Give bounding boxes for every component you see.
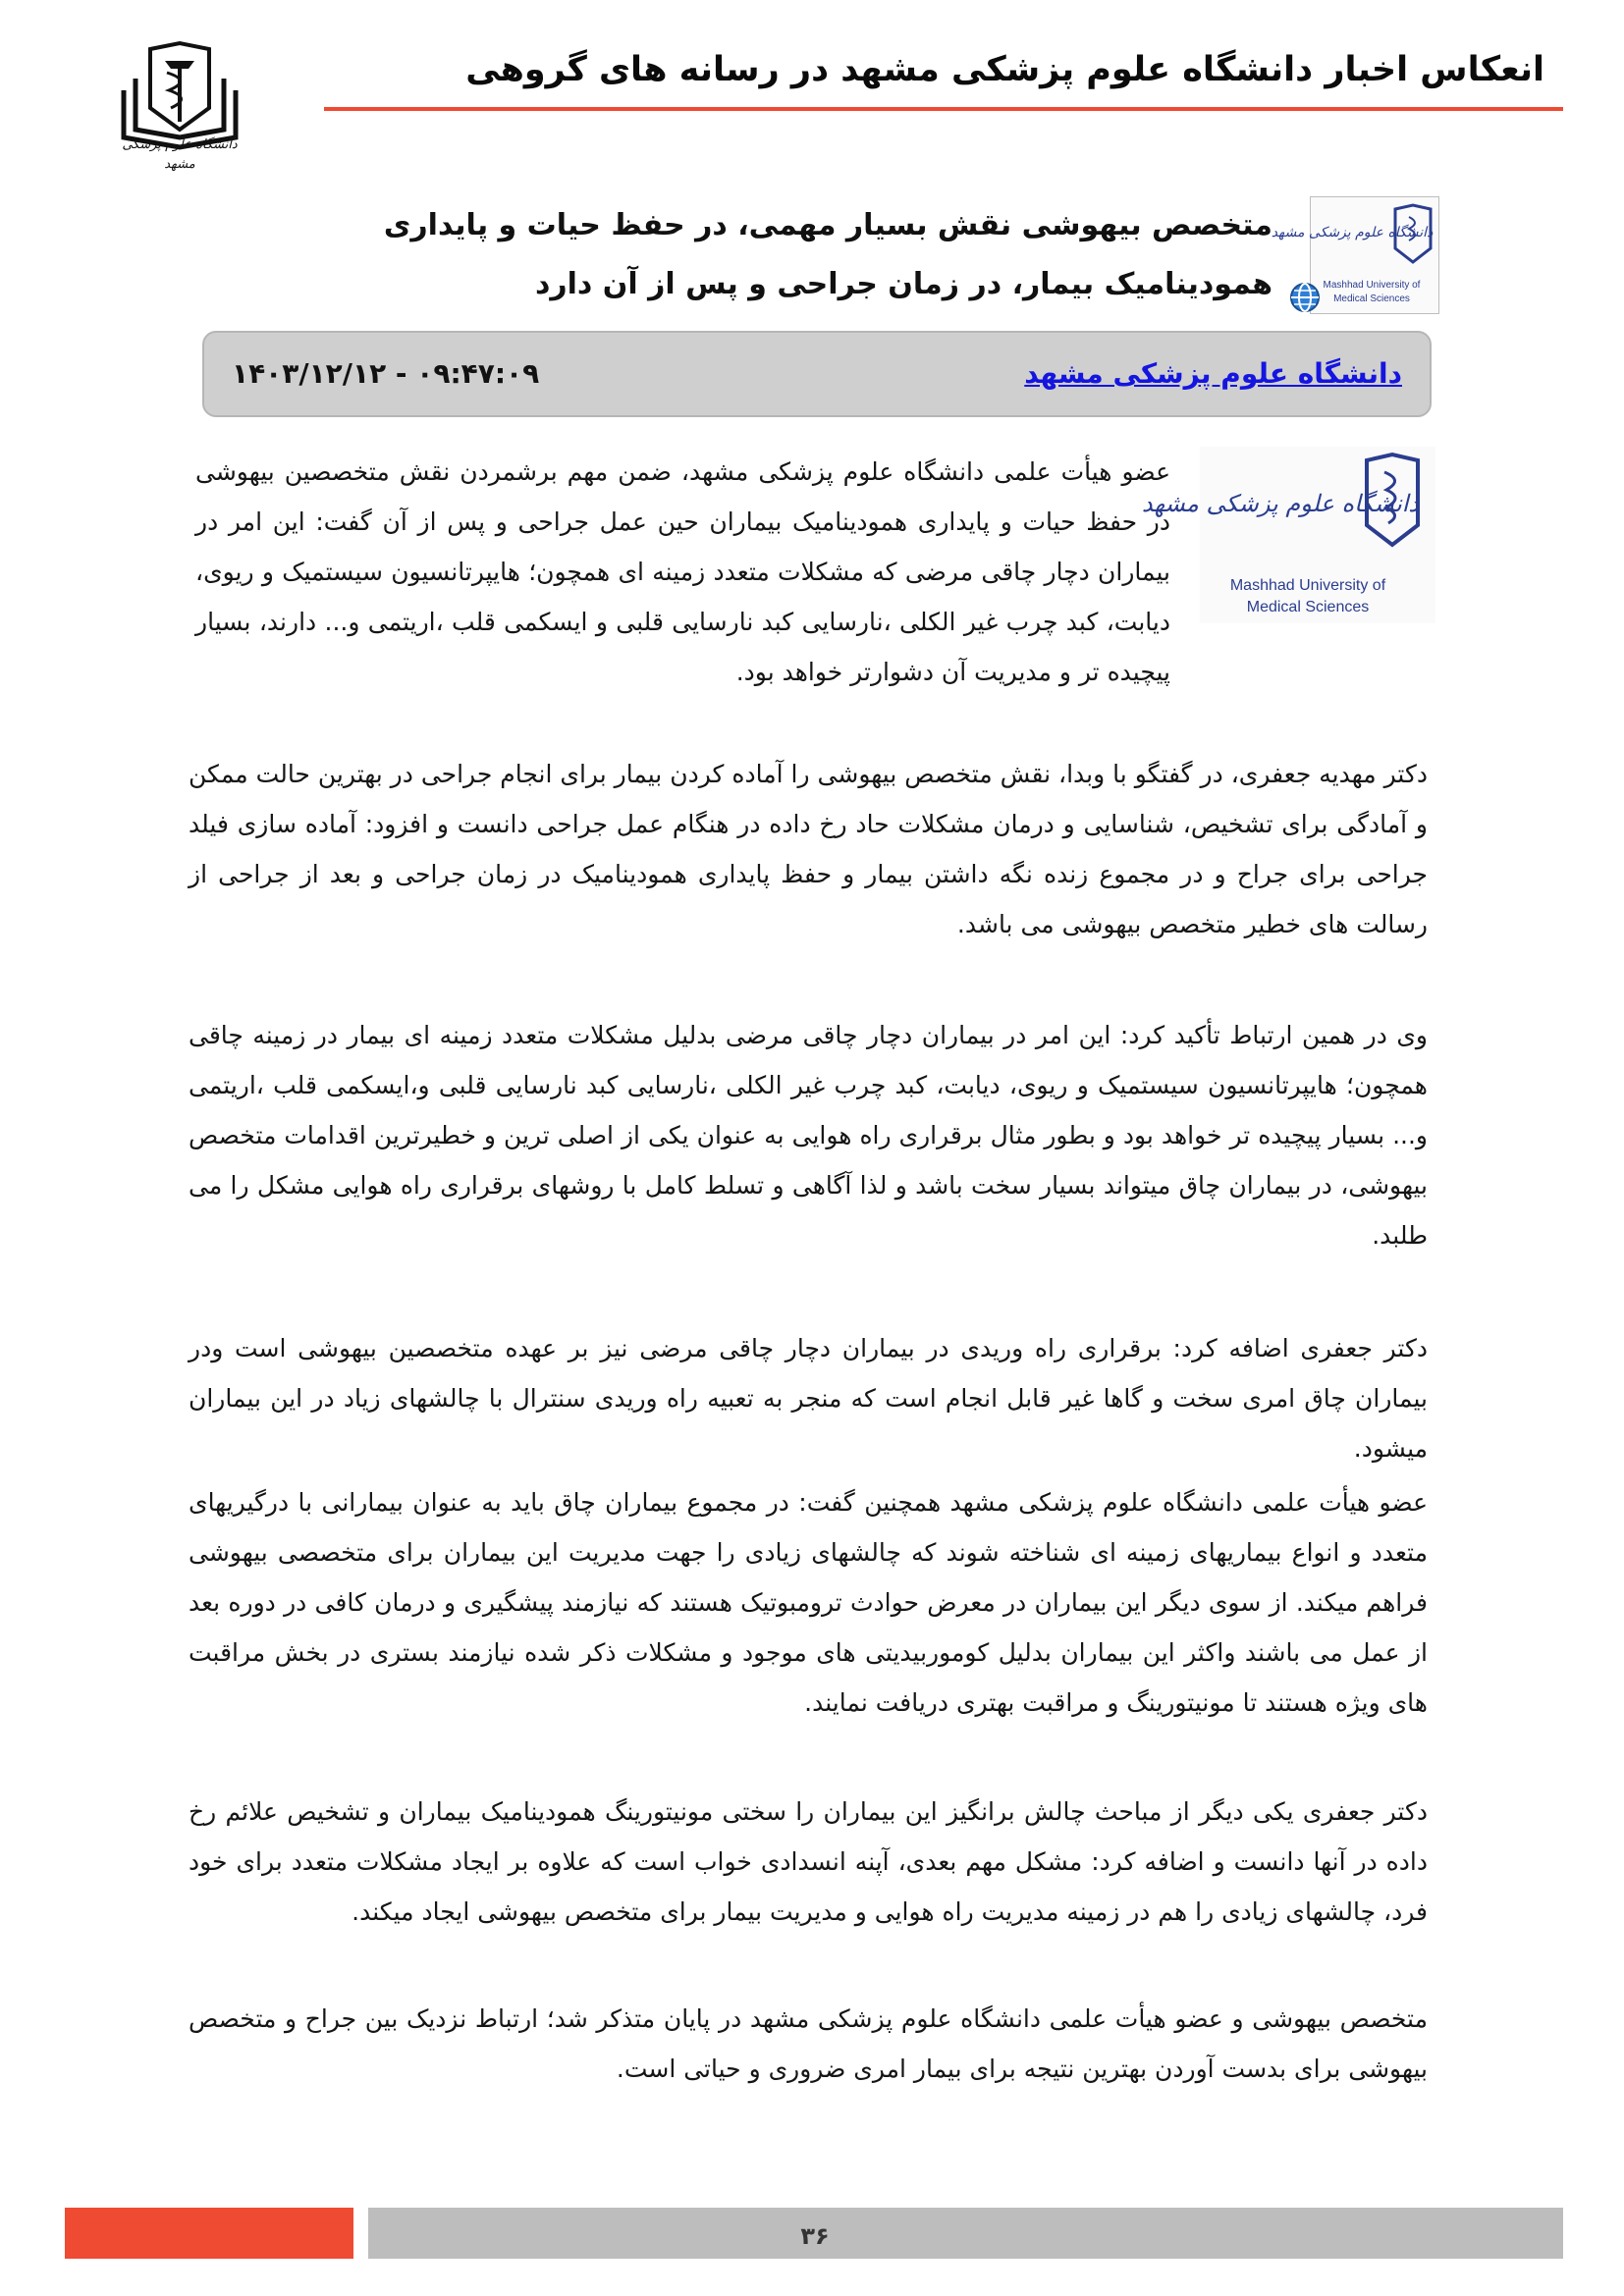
article-paragraph-6: دکتر جعفری یکی دیگر از مباحث چالش برانگیز این بیماران را سختی مونیتورینگ همودینامیک بیماران و تشخیص علائم رخ داده در آنها دانست و اضافه کرد: مشکل مهم بعدی، آپنه انسدادی خواب است که علاوه بر ایجاد مشکلات متعدد برای خود فرد، چالشهای زیادی را هم در زمینه مدیریت راه هوایی و مدیریت بیمار برای متخصص بیهوشی ایجاد میکند.	[189, 1797, 1428, 1926]
news-source-link[interactable]: دانشگاه علوم پزشکی مشهد	[1024, 357, 1402, 390]
footer-grey-bar	[368, 2208, 1563, 2259]
article-datetime: ۱۴۰۳/۱۲/۱۲ - ۰۹:۴۷:۰۹	[232, 357, 540, 390]
page-number: ۳۶	[800, 2222, 830, 2250]
news-logo-en-text-1: Mashhad University of	[1323, 280, 1421, 291]
article-paragraph-5: عضو هیأت علمی دانشگاه علوم پزشکی مشهد همچنین گفت: در مجموع بیماران چاق باید به عنوان بیمارانی با درگیریهای متعدد و انواع بیماریهای زمینه ای شناخته شوند که چالشهای زیادی را جهت مدیریت این بیماران برای متخصصی بیهوشی فراهم میکند. از سوی دیگر این بیماران در معرض حوادث ترومبوتیک هستند که نیازمند پیشگیری و درمان کافی در دوره بعد از عمل می باشند واکثر این بیماران بدلیل کوموربیدیتی های موجود و مشکلات ذکر شده نیازمند بستری در بخش مراقبت های ویژه هستند تا مونیتورینگ و مراقبت بهتری دریافت نمایند.	[189, 1488, 1428, 1717]
globe-icon[interactable]	[1288, 281, 1322, 314]
header-divider	[324, 107, 1563, 111]
thumb-logo-en-text-1: Mashhad University of	[1229, 577, 1386, 594]
news-logo-fa-text: دانشگاه علوم پزشکی مشهد	[1271, 225, 1434, 240]
thumb-logo-fa-text: دانشگاه علوم پزشکی مشهد	[1141, 490, 1420, 517]
news-logo-en-text-2: Medical Sciences	[1333, 294, 1410, 304]
thumb-logo-en-text-2: Medical Sciences	[1246, 599, 1370, 615]
footer-accent-bar	[65, 2208, 353, 2259]
page-header-title: انعکاس اخبار دانشگاه علوم پزشکی مشهد در رسانه های گروهی	[465, 50, 1544, 89]
article-meta-bar	[202, 331, 1432, 417]
article-paragraph-4: دکتر جعفری اضافه کرد: برقراری راه وریدی در بیماران دچار چاقی مرضی نیز بر عهده متخصصین بیهوشی است ودر بیماران چاق امری سخت و گاها غیر قابل انجام است که منجر به تعبیه راه وریدی سنترال با چالشهای زیاد در این بیماران میشود.	[189, 1334, 1428, 1463]
article-paragraph-3: وی در همین ارتباط تأکید کرد: این امر در بیماران دچار چاقی مرضی بدلیل مشکلات متعدد زمینه ای بیمار در زمینه چاقی همچون؛ هایپرتانسیون سیستمیک و ریوی، دیابت، کبد چرب غیر الکلی ،نارسایی کبد نارسایی قلبی و،ایسکمی قلب ،اریتمی و... بسیار پیچیده تر خواهد بود و بطور مثال برقراری راه هوایی به عنوان یکی از اصلی ترین و خطیرترین اقدامات متخصص بیهوشی، در بیماران چاق میتواند بسیار سخت باشد و لذا آگاهی و تسلط کامل با روشهای برقراری راه هوایی مشکل را می طلبد.	[189, 1021, 1428, 1250]
article-paragraph-2: دکتر مهدیه جعفری، در گفتگو با وبدا، نقش متخصص بیهوشی را آماده کردن بیمار برای انجام جراحی در بهترین حالت ممکن و آمادگی برای تشخیص، شناسایی و درمان مشکلات حاد رخ داده در هنگام عمل جراحی دانست و افزود: آماده سازی فیلد جراحی برای جراح و در مجموع زنده نگه داشتن بیمار و حفظ پایداری همودینامیک در زمان جراحی و بعد از جراحی از رسالت های خطیر متخصص بیهوشی می باشد.	[189, 760, 1428, 938]
article-title: متخصص بیهوشی نقش بسیار مهمی، در حفظ حیات و پایداری همودینامیک بیمار، در زمان جراحی و پس از آن دارد	[383, 208, 1272, 301]
news-source-logo-icon	[1271, 196, 1439, 314]
article-paragraph-7: متخصص بیهوشی و عضو هیأت علمی دانشگاه علوم پزشکی مشهد در پایان متذکر شد؛ ارتباط نزدیک بین جراح و متخصص بیهوشی برای بدست آوردن بهترین نتیجه برای بیمار امری ضروری و حیاتی است.	[189, 2004, 1428, 2083]
article-paragraph-1: عضو هیأت علمی دانشگاه علوم پزشکی مشهد، ضمن مهم برشمردن نقش متخصصین بیهوشی در حفظ حیات و پایداری همودینامیک بیماران حین عمل جراحی و پس از آن گفت: این امر در بیماران دچار چاقی مرضی که مشکلات متعدد زمینه ای همچون؛ هایپرتانسیون سیستمیک و ریوی، دیابت، کبد چرب غیر الکلی ،نارسایی کبد نارسایی قلبی و ایسکمی قلب ،اریتمی و... دارند، بسیار پیچیده تر و مدیریت آن دشوارتر خواهد بود.	[195, 457, 1170, 686]
logo-caption: دانشگاه علوم پزشکی مشهد	[122, 137, 238, 172]
